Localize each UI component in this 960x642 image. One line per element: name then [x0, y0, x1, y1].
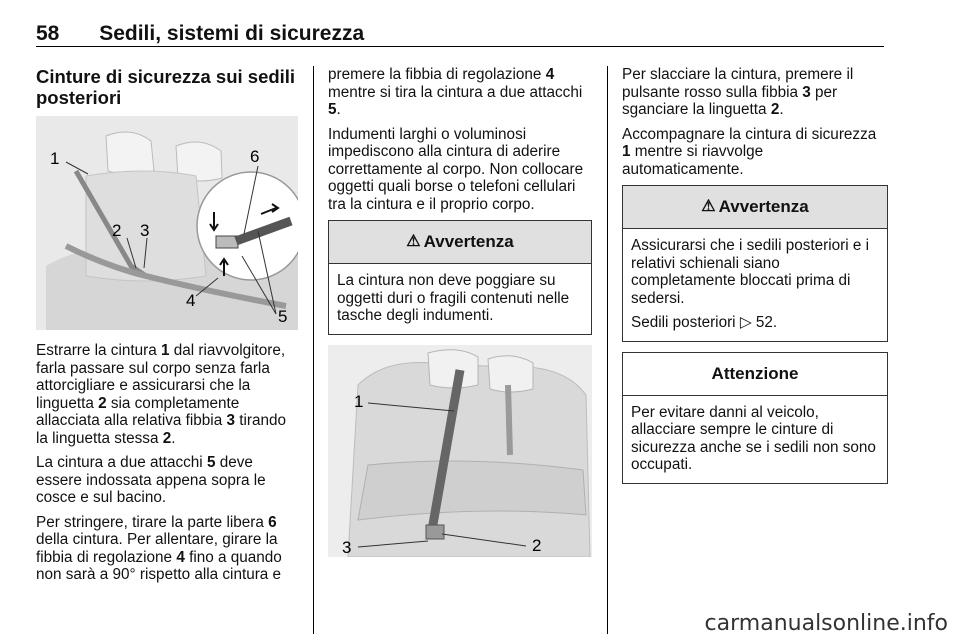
- column-divider: [607, 66, 608, 634]
- warning-triangle-icon: ⚠: [701, 198, 716, 216]
- column-3: [622, 66, 888, 494]
- fig1-label-3: 3: [140, 221, 150, 240]
- fig2-label-3: 3: [342, 537, 352, 557]
- fig1-label-4: 4: [186, 291, 196, 310]
- fig1-label-6: 6: [250, 147, 260, 166]
- page-header: [36, 22, 364, 46]
- paragraph: Estrarre la cintura 1 dal riavvolgitore, farla passare sul corpo senza farla attorcigliare e assicurarsi che la linguetta 2 sia completamente allacciata alla relativa fibbia 3 tirando la linguetta stessa 2.: [36, 342, 287, 447]
- fig2-label-2: 2: [532, 535, 542, 555]
- paragraph: premere la fibbia di regolazione 4 mentre si tira la cintura a due attacchi 5.: [328, 66, 583, 118]
- warning-header: ⚠ Avvertenza: [329, 221, 591, 264]
- caution-header: Attenzione: [623, 353, 887, 396]
- seatbelt-figure-1: [36, 116, 298, 330]
- column-2: [328, 66, 592, 557]
- header-rule: [36, 46, 884, 47]
- chapter-title: Sedili, sistemi di sicurezza: [99, 22, 365, 45]
- column-divider: [313, 66, 314, 634]
- fig1-label-2: 2: [112, 221, 122, 240]
- warning-text: Assicurarsi che i sedili posteriori e i relativi schienali siano completamente bloccati prima di sedersi.: [631, 237, 870, 307]
- section-title: Cinture di sicurezza sui sedili posteriori: [36, 66, 296, 108]
- warning-triangle-icon: ⚠: [406, 233, 421, 251]
- page-reference[interactable]: Sedili posteriori ▷ 52.: [631, 314, 778, 331]
- caution-text: Per evitare danni al veicolo, allacciare sempre le cinture di sicurezza anche se i sedili non sono occupati.: [631, 403, 876, 473]
- warning-box: [328, 220, 592, 335]
- fig1-label-1: 1: [50, 149, 60, 168]
- fig1-label-5: 5: [278, 307, 288, 326]
- warning-box: [622, 185, 888, 342]
- warning-text: La cintura non deve poggiare su oggetti duri o fragili contenuti nelle tasche degli indumenti.: [337, 272, 570, 324]
- warning-header: ⚠ Avvertenza: [623, 186, 887, 229]
- paragraph: Per slacciare la cintura, premere il pulsante rosso sulla fibbia 3 per sganciare la linguetta 2.: [622, 66, 854, 118]
- paragraph: Per stringere, tirare la parte libera 6 della cintura. Per allentare, girare la fibbia di regolazione 4 fino a quando non sarà a 90° rispetto alla cintura e: [36, 513, 282, 583]
- paragraph: Accompagnare la cintura di sicurezza 1 mentre si riavvolge automaticamente.: [622, 125, 877, 178]
- seatbelt-figure-2: [328, 345, 592, 557]
- page-reference-icon: ▷: [739, 314, 752, 331]
- paragraph: Indumenti larghi o voluminosi impediscono alla cintura di aderire correttamente al corpo. Non collocare oggetti quali borse o telefoni cellulari tra la cintura e il proprio corpo.: [328, 125, 584, 213]
- column-1: [36, 66, 300, 591]
- caution-box: [622, 352, 888, 484]
- watermark: carmanualsonline.info: [704, 611, 948, 636]
- page-number: 58: [36, 22, 60, 45]
- fig2-label-1: 1: [354, 391, 364, 411]
- paragraph: La cintura a due attacchi 5 deve essere indossata appena sopra le cosce e sul bacino.: [36, 454, 266, 506]
